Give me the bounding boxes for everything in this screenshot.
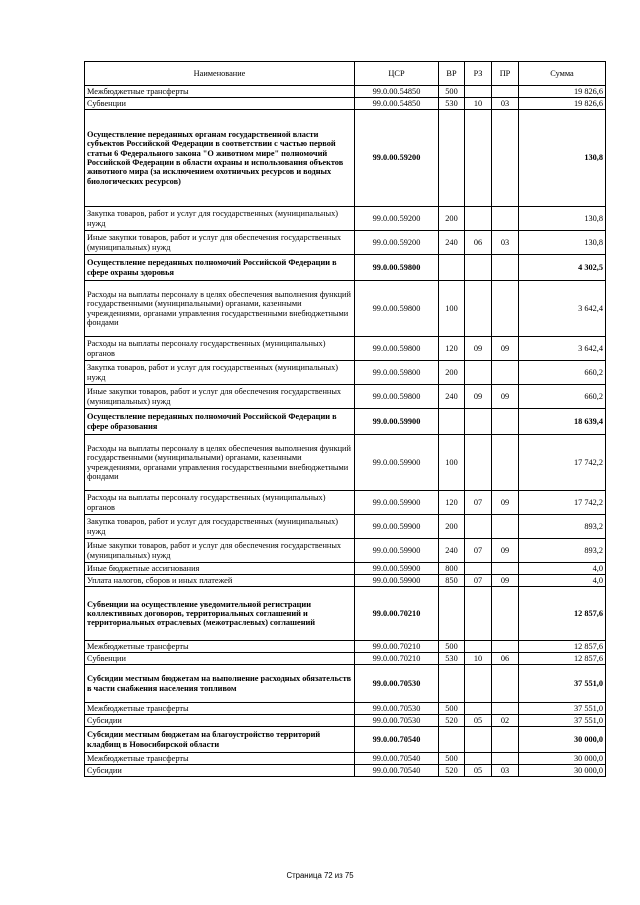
table-row <box>85 207 606 231</box>
cell-name: Субсидии местным бюджетам на благоустройство территорий кладбищ в Новосибирской области <box>85 727 355 753</box>
table-row <box>85 715 606 727</box>
table-row <box>85 361 606 385</box>
table-row <box>85 563 606 575</box>
table-row <box>85 281 606 337</box>
cell-vr: 200 <box>439 207 465 231</box>
cell-vr <box>439 255 465 281</box>
cell-rz <box>465 587 492 641</box>
cell-rz: 05 <box>465 715 492 727</box>
cell-csr: 99.0.00.70210 <box>355 641 439 653</box>
cell-rz <box>465 86 492 98</box>
cell-rz: 07 <box>465 491 492 515</box>
cell-vr: 800 <box>439 563 465 575</box>
table-row <box>85 653 606 665</box>
page-number: Страница 72 из 75 <box>286 871 354 880</box>
cell-sum: 30 000,0 <box>519 727 606 753</box>
cell-sum: 37 551,0 <box>519 665 606 703</box>
table-row <box>85 665 606 703</box>
cell-name: Закупка товаров, работ и услуг для государственных (муниципальных) нужд <box>85 207 355 231</box>
cell-name: Иные закупки товаров, работ и услуг для обеспечения государственных (муниципальных) нужд <box>85 539 355 563</box>
cell-name: Осуществление переданных органам государственной власти субъектов Российской Федерации в соответствии с частью первой статьи 6 Федерального закона "О животном мире" полномочий Российской Федерации в области охраны и использования объектов животного мира (за исключением охотничьих ресурсов и водных биологических ресурсов) <box>85 110 355 207</box>
cell-name: Субсидии <box>85 715 355 727</box>
cell-vr: 850 <box>439 575 465 587</box>
cell-sum: 130,8 <box>519 207 606 231</box>
cell-name: Субвенции на осуществление уведомительной регистрации коллективных договоров, территориальных соглашений и территориальных отраслевых (межотраслевых) соглашений <box>85 587 355 641</box>
cell-vr: 100 <box>439 435 465 491</box>
cell-name: Закупка товаров, работ и услуг для государственных (муниципальных) нужд <box>85 515 355 539</box>
cell-name: Расходы на выплаты персоналу в целях обеспечения выполнения функций государственными (муниципальными) органами, казенными учреждениями, органами управления государственными внебюджетными фондами <box>85 281 355 337</box>
cell-rz <box>465 641 492 653</box>
cell-csr: 99.0.00.70530 <box>355 703 439 715</box>
cell-rz <box>465 110 492 207</box>
table-row <box>85 86 606 98</box>
cell-vr: 200 <box>439 361 465 385</box>
table-row <box>85 539 606 563</box>
cell-csr: 99.0.00.59800 <box>355 255 439 281</box>
cell-rz <box>465 207 492 231</box>
table-header-row <box>85 62 606 86</box>
cell-sum: 893,2 <box>519 515 606 539</box>
cell-name: Осуществление переданных полномочий Российской Федерации в сфере образования <box>85 409 355 435</box>
table-row <box>85 491 606 515</box>
cell-vr: 530 <box>439 653 465 665</box>
cell-pr: 03 <box>492 765 519 777</box>
cell-vr: 530 <box>439 98 465 110</box>
cell-vr <box>439 110 465 207</box>
cell-pr <box>492 435 519 491</box>
cell-pr <box>492 563 519 575</box>
cell-name: Иные закупки товаров, работ и услуг для обеспечения государственных (муниципальных) нужд <box>85 385 355 409</box>
cell-vr <box>439 587 465 641</box>
cell-name: Субвенции <box>85 653 355 665</box>
cell-pr: 09 <box>492 491 519 515</box>
cell-csr: 99.0.00.59200 <box>355 231 439 255</box>
cell-rz: 10 <box>465 653 492 665</box>
table-row <box>85 409 606 435</box>
cell-csr: 99.0.00.59900 <box>355 539 439 563</box>
cell-csr: 99.0.00.70540 <box>355 753 439 765</box>
cell-pr <box>492 281 519 337</box>
cell-rz: 07 <box>465 539 492 563</box>
cell-sum: 4,0 <box>519 575 606 587</box>
cell-rz <box>465 515 492 539</box>
table-row <box>85 753 606 765</box>
cell-sum: 3 642,4 <box>519 337 606 361</box>
cell-sum: 12 857,6 <box>519 587 606 641</box>
cell-name: Межбюджетные трансферты <box>85 86 355 98</box>
cell-vr: 500 <box>439 703 465 715</box>
cell-pr: 09 <box>492 385 519 409</box>
cell-vr: 520 <box>439 715 465 727</box>
budget-table <box>84 61 606 777</box>
cell-sum: 30 000,0 <box>519 753 606 765</box>
header-pr: ПР <box>492 62 519 86</box>
table-body <box>85 86 606 777</box>
cell-rz <box>465 435 492 491</box>
cell-sum: 4 302,5 <box>519 255 606 281</box>
cell-name: Расходы на выплаты персоналу государственных (муниципальных) органов <box>85 491 355 515</box>
table-row <box>85 703 606 715</box>
header-name: Наименование <box>85 62 355 86</box>
cell-vr: 120 <box>439 337 465 361</box>
cell-csr: 99.0.00.59900 <box>355 491 439 515</box>
cell-pr <box>492 86 519 98</box>
cell-csr: 99.0.00.59200 <box>355 207 439 231</box>
cell-vr: 500 <box>439 86 465 98</box>
cell-rz <box>465 665 492 703</box>
cell-name: Субсидии местным бюджетам на выполнение расходных обязательств в части снабжения населения топливом <box>85 665 355 703</box>
table-row <box>85 515 606 539</box>
table-row <box>85 765 606 777</box>
cell-rz <box>465 753 492 765</box>
cell-rz: 07 <box>465 575 492 587</box>
cell-name: Межбюджетные трансферты <box>85 703 355 715</box>
cell-csr: 99.0.00.59900 <box>355 435 439 491</box>
cell-vr: 240 <box>439 539 465 563</box>
cell-vr: 200 <box>439 515 465 539</box>
cell-sum: 12 857,6 <box>519 641 606 653</box>
cell-pr <box>492 361 519 385</box>
cell-sum: 30 000,0 <box>519 765 606 777</box>
cell-sum: 660,2 <box>519 385 606 409</box>
cell-pr: 09 <box>492 539 519 563</box>
header-rz: РЗ <box>465 62 492 86</box>
cell-vr: 520 <box>439 765 465 777</box>
cell-vr: 240 <box>439 231 465 255</box>
cell-pr: 09 <box>492 575 519 587</box>
cell-sum: 130,8 <box>519 231 606 255</box>
cell-vr: 120 <box>439 491 465 515</box>
cell-name: Расходы на выплаты персоналу в целях обеспечения выполнения функций государственными (муниципальными) органами, казенными учреждениями, органами управления государственными внебюджетными фондами <box>85 435 355 491</box>
cell-rz: 10 <box>465 98 492 110</box>
table-row <box>85 727 606 753</box>
table-row <box>85 641 606 653</box>
cell-csr: 99.0.00.70530 <box>355 665 439 703</box>
cell-pr: 06 <box>492 653 519 665</box>
cell-pr: 02 <box>492 715 519 727</box>
cell-pr <box>492 641 519 653</box>
cell-csr: 99.0.00.70530 <box>355 715 439 727</box>
table-row <box>85 231 606 255</box>
cell-csr: 99.0.00.59900 <box>355 575 439 587</box>
cell-name: Расходы на выплаты персоналу государственных (муниципальных) органов <box>85 337 355 361</box>
cell-sum: 660,2 <box>519 361 606 385</box>
cell-vr <box>439 665 465 703</box>
cell-pr: 09 <box>492 337 519 361</box>
cell-rz <box>465 409 492 435</box>
table-row <box>85 98 606 110</box>
cell-rz <box>465 563 492 575</box>
cell-sum: 19 826,6 <box>519 86 606 98</box>
cell-name: Уплата налогов, сборов и иных платежей <box>85 575 355 587</box>
table-row <box>85 255 606 281</box>
cell-csr: 99.0.00.54850 <box>355 86 439 98</box>
table-row <box>85 110 606 207</box>
header-csr: ЦСР <box>355 62 439 86</box>
cell-pr: 03 <box>492 231 519 255</box>
table-row <box>85 337 606 361</box>
cell-csr: 99.0.00.59800 <box>355 385 439 409</box>
cell-name: Межбюджетные трансферты <box>85 753 355 765</box>
cell-vr: 240 <box>439 385 465 409</box>
cell-name: Межбюджетные трансферты <box>85 641 355 653</box>
header-sum: Сумма <box>519 62 606 86</box>
cell-csr: 99.0.00.70210 <box>355 587 439 641</box>
cell-name: Осуществление переданных полномочий Российской Федерации в сфере охраны здоровья <box>85 255 355 281</box>
cell-pr <box>492 110 519 207</box>
cell-rz <box>465 281 492 337</box>
cell-csr: 99.0.00.70210 <box>355 653 439 665</box>
cell-rz <box>465 703 492 715</box>
cell-csr: 99.0.00.59800 <box>355 361 439 385</box>
cell-vr: 100 <box>439 281 465 337</box>
cell-pr <box>492 207 519 231</box>
cell-csr: 99.0.00.59800 <box>355 337 439 361</box>
cell-pr <box>492 665 519 703</box>
table-row <box>85 435 606 491</box>
cell-rz: 05 <box>465 765 492 777</box>
cell-pr <box>492 409 519 435</box>
cell-vr <box>439 727 465 753</box>
cell-sum: 12 857,6 <box>519 653 606 665</box>
cell-sum: 18 639,4 <box>519 409 606 435</box>
cell-rz: 06 <box>465 231 492 255</box>
cell-pr <box>492 515 519 539</box>
cell-sum: 37 551,0 <box>519 703 606 715</box>
cell-vr: 500 <box>439 641 465 653</box>
cell-sum: 19 826,6 <box>519 98 606 110</box>
cell-rz <box>465 727 492 753</box>
cell-rz <box>465 361 492 385</box>
cell-rz: 09 <box>465 385 492 409</box>
cell-sum: 130,8 <box>519 110 606 207</box>
cell-pr <box>492 703 519 715</box>
cell-csr: 99.0.00.59900 <box>355 515 439 539</box>
cell-csr: 99.0.00.54850 <box>355 98 439 110</box>
cell-sum: 3 642,4 <box>519 281 606 337</box>
cell-pr: 03 <box>492 98 519 110</box>
cell-rz: 09 <box>465 337 492 361</box>
table-row <box>85 385 606 409</box>
cell-csr: 99.0.00.70540 <box>355 727 439 753</box>
cell-pr <box>492 587 519 641</box>
cell-pr <box>492 255 519 281</box>
cell-csr: 99.0.00.70540 <box>355 765 439 777</box>
header-vr: ВР <box>439 62 465 86</box>
table-row <box>85 575 606 587</box>
cell-csr: 99.0.00.59200 <box>355 110 439 207</box>
cell-vr: 500 <box>439 753 465 765</box>
cell-csr: 99.0.00.59800 <box>355 281 439 337</box>
cell-pr <box>492 727 519 753</box>
cell-name: Иные закупки товаров, работ и услуг для обеспечения государственных (муниципальных) нужд <box>85 231 355 255</box>
cell-sum: 893,2 <box>519 539 606 563</box>
cell-sum: 37 551,0 <box>519 715 606 727</box>
cell-vr <box>439 409 465 435</box>
cell-csr: 99.0.00.59900 <box>355 409 439 435</box>
cell-name: Иные бюджетные ассигнования <box>85 563 355 575</box>
table-row <box>85 587 606 641</box>
cell-name: Закупка товаров, работ и услуг для государственных (муниципальных) нужд <box>85 361 355 385</box>
cell-sum: 4,0 <box>519 563 606 575</box>
cell-rz <box>465 255 492 281</box>
cell-sum: 17 742,2 <box>519 491 606 515</box>
cell-csr: 99.0.00.59900 <box>355 563 439 575</box>
cell-sum: 17 742,2 <box>519 435 606 491</box>
cell-name: Субвенции <box>85 98 355 110</box>
cell-pr <box>492 753 519 765</box>
cell-name: Субсидии <box>85 765 355 777</box>
